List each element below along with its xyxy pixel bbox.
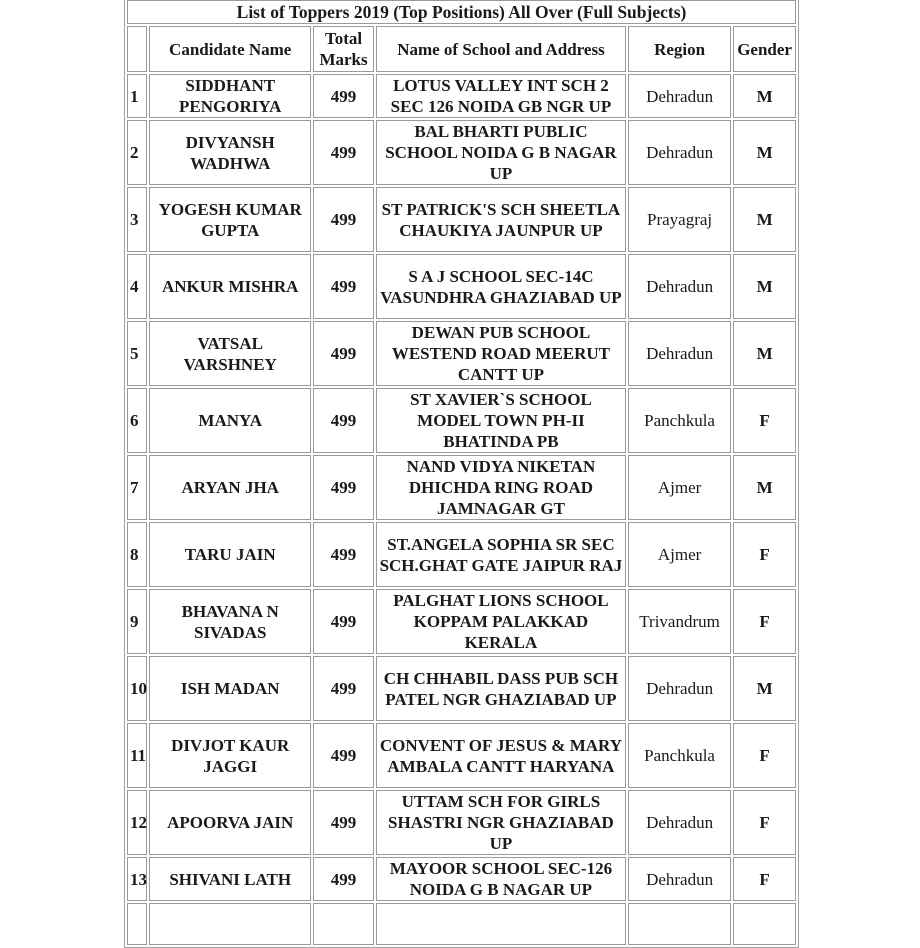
region: Panchkula xyxy=(628,388,731,453)
school-address: CONVENT OF JESUS & MARY AMBALA CANTT HARYANA xyxy=(376,723,626,788)
total-marks: 499 xyxy=(313,187,374,252)
header-school: Name of School and Address xyxy=(376,26,626,72)
candidate-name: SHIVANI LATH xyxy=(149,857,311,901)
gender: F xyxy=(733,857,796,901)
table-row xyxy=(127,723,796,788)
total-marks: 499 xyxy=(313,723,374,788)
school-address: BAL BHARTI PUBLIC SCHOOL NOIDA G B NAGAR UP xyxy=(376,120,626,185)
region: Dehradun xyxy=(628,120,731,185)
school-address: ST.ANGELA SOPHIA SR SEC SCH.GHAT GATE JAIPUR RAJ xyxy=(376,522,626,587)
row-number: 13 xyxy=(127,857,147,901)
header-candidate-name: Candidate Name xyxy=(149,26,311,72)
gender: M xyxy=(733,656,796,721)
table-row xyxy=(127,388,796,453)
region: Prayagraj xyxy=(628,187,731,252)
region: Panchkula xyxy=(628,723,731,788)
row-number: 4 xyxy=(127,254,147,319)
region: Trivandrum xyxy=(628,589,731,654)
table-row xyxy=(127,455,796,520)
school-address: MAYOOR SCHOOL SEC-126 NOIDA G B NAGAR UP xyxy=(376,857,626,901)
total-marks: 499 xyxy=(313,74,374,118)
row-number: 8 xyxy=(127,522,147,587)
gender: F xyxy=(733,790,796,855)
total-marks: 499 xyxy=(313,790,374,855)
gender: F xyxy=(733,723,796,788)
school-address: DEWAN PUB SCHOOL WESTEND ROAD MEERUT CANTT UP xyxy=(376,321,626,386)
header-gender: Gender xyxy=(733,26,796,72)
gender: F xyxy=(733,388,796,453)
school-address: UTTAM SCH FOR GIRLS SHASTRI NGR GHAZIABAD UP xyxy=(376,790,626,855)
table-row-partial xyxy=(127,903,796,945)
toppers-table-container xyxy=(124,0,799,948)
gender: M xyxy=(733,321,796,386)
gender: M xyxy=(733,254,796,319)
region: Ajmer xyxy=(628,522,731,587)
total-marks: 499 xyxy=(313,589,374,654)
region: Dehradun xyxy=(628,857,731,901)
total-marks: 499 xyxy=(313,120,374,185)
school-address: CH CHHABIL DASS PUB SCH PATEL NGR GHAZIABAD UP xyxy=(376,656,626,721)
header-row xyxy=(127,26,796,72)
candidate-name: DIVYANSH WADHWA xyxy=(149,120,311,185)
table-row xyxy=(127,589,796,654)
table-row xyxy=(127,74,796,118)
school-address: NAND VIDYA NIKETAN DHICHDA RING ROAD JAMNAGAR GT xyxy=(376,455,626,520)
candidate-name: TARU JAIN xyxy=(149,522,311,587)
gender: M xyxy=(733,455,796,520)
row-number: 9 xyxy=(127,589,147,654)
region: Ajmer xyxy=(628,455,731,520)
region: Dehradun xyxy=(628,656,731,721)
header-total-marks: Total Marks xyxy=(313,26,374,72)
school-address: ST XAVIER`S SCHOOL MODEL TOWN PH-II BHATINDA PB xyxy=(376,388,626,453)
gender: F xyxy=(733,589,796,654)
candidate-name: ARYAN JHA xyxy=(149,455,311,520)
candidate-name: YOGESH KUMAR GUPTA xyxy=(149,187,311,252)
table-row xyxy=(127,790,796,855)
gender: M xyxy=(733,74,796,118)
total-marks: 499 xyxy=(313,656,374,721)
candidate-name: BHAVANA N SIVADAS xyxy=(149,589,311,654)
row-number: 11 xyxy=(127,723,147,788)
total-marks: 499 xyxy=(313,455,374,520)
row-number: 7 xyxy=(127,455,147,520)
school-address: PALGHAT LIONS SCHOOL KOPPAM PALAKKAD KERALA xyxy=(376,589,626,654)
row-number: 2 xyxy=(127,120,147,185)
candidate-name: VATSAL VARSHNEY xyxy=(149,321,311,386)
candidate-name: SIDDHANT PENGORIYA xyxy=(149,74,311,118)
total-marks: 499 xyxy=(313,522,374,587)
row-number: 10 xyxy=(127,656,147,721)
region: Dehradun xyxy=(628,790,731,855)
row-number: 1 xyxy=(127,74,147,118)
candidate-name: DIVJOT KAUR JAGGI xyxy=(149,723,311,788)
school-address: LOTUS VALLEY INT SCH 2 SEC 126 NOIDA GB NGR UP xyxy=(376,74,626,118)
table-row xyxy=(127,187,796,252)
gender: M xyxy=(733,187,796,252)
candidate-name: MANYA xyxy=(149,388,311,453)
total-marks: 499 xyxy=(313,254,374,319)
gender: M xyxy=(733,120,796,185)
total-marks: 499 xyxy=(313,321,374,386)
table-row xyxy=(127,254,796,319)
total-marks: 499 xyxy=(313,857,374,901)
table-row xyxy=(127,656,796,721)
candidate-name: ANKUR MISHRA xyxy=(149,254,311,319)
table-row xyxy=(127,857,796,901)
total-marks: 499 xyxy=(313,388,374,453)
row-number: 5 xyxy=(127,321,147,386)
school-address: S A J SCHOOL SEC-14C VASUNDHRA GHAZIABAD UP xyxy=(376,254,626,319)
school-address: ST PATRICK'S SCH SHEETLA CHAUKIYA JAUNPUR UP xyxy=(376,187,626,252)
row-number: 6 xyxy=(127,388,147,453)
table-row xyxy=(127,321,796,386)
gender: F xyxy=(733,522,796,587)
row-number: 12 xyxy=(127,790,147,855)
table-row xyxy=(127,120,796,185)
candidate-name: APOORVA JAIN xyxy=(149,790,311,855)
table-row xyxy=(127,522,796,587)
region: Dehradun xyxy=(628,321,731,386)
candidate-name: ISH MADAN xyxy=(149,656,311,721)
table-title: List of Toppers 2019 (Top Positions) All Over (Full Subjects) xyxy=(127,0,796,24)
header-region: Region xyxy=(628,26,731,72)
toppers-table xyxy=(124,0,799,948)
region: Dehradun xyxy=(628,74,731,118)
row-number: 3 xyxy=(127,187,147,252)
header-num xyxy=(127,26,147,72)
region: Dehradun xyxy=(628,254,731,319)
